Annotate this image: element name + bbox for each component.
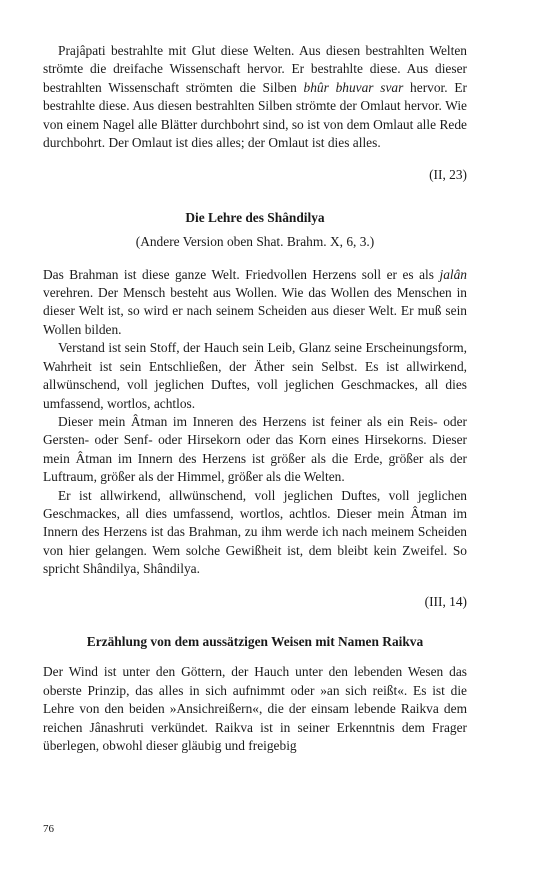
paragraph-wind: Der Wind ist unter den Göttern, der Hauch unter den lebenden Wesen das oberste Prinzip, das alles in sich aufnimmt oder »an sich reißt«. Es ist die Lehre von den beiden »Ansichreißern«, die der einsam lebende Raikva dem reichen Jânashruti verkündet. Raikva ist in seiner Erkenntnis dem Frager überlegen, obwohl dieser gläubig und freigebig: [43, 664, 467, 753]
page-number: 76: [43, 823, 54, 835]
section-body: [43, 266, 467, 579]
section-title: Erzählung von dem aussätzigen Weisen mit Namen Raikva: [86, 633, 424, 649]
section-subtitle: (Andere Version oben Shat. Brahm. X, 6, 3.): [135, 234, 375, 250]
italic-term: bhûr bhuvar svar: [303, 79, 404, 95]
paragraph-text: Prajâpati bestrahlte mit Glut diese Welten. Aus diesen bestrahlten Welten strömte die dreifache Wissenschaft hervor. Er bestrahlte diese. Aus dieser bestrahlten Wissenschaft strömten die Silben: [43, 43, 467, 95]
paragraph-allwirkend: Er ist allwirkend, allwünschend, voll jeglichen Duftes, voll jeglichen Geschmackes, all dies umfassend, wortlos, achtlos. Dieser mein Âtman im Innern des Herzens ist das Brahman, zu ihm werde ich nach meinem Scheiden von hier gelangen. Wem solche Gewißheit ist, dem bleibt kein Zweifel. So spricht Shândilya, Shândilya.: [43, 487, 467, 577]
paragraph-text: Das Brahman ist diese ganze Welt. Friedvollen Herzens soll er es als: [43, 266, 440, 282]
page-content: [43, 42, 467, 755]
paragraph-text: hervor. Er bestrahlte diese. Aus diesen bestrahlten Silben strömte der Omlaut hervor. Wie von einem Nagel alle Blätter durchbohrt sind, so ist von dem Omlaut alle Rede durchbohrt. Der Omlaut ist dies alles; der Omlaut ist dies alles.: [43, 79, 467, 151]
section-reference: (III, 14): [424, 593, 467, 609]
paragraph-atman: Dieser mein Âtman im Inneren des Herzens ist feiner als ein Reis- oder Gersten- oder Senf- oder Hirsekorn oder das Korn eines Hirsekorns. Dieser mein Âtman im Innern des Herzens ist größer als die Erde, größer als der Luftraum, größer als der Himmel, größer als die Welten.: [43, 413, 467, 485]
section-reference: (II, 23): [429, 167, 467, 183]
section-body: [43, 663, 467, 755]
section-title: Die Lehre des Shândilya: [185, 209, 325, 225]
paragraph-text: verehren. Der Mensch besteht aus Wollen. Wie das Wollen des Menschen in dieser Welt ist, so wird er nach seinem Scheiden aus dieser Welt. Er muß sein Wollen bilden.: [43, 285, 467, 337]
paragraph-brahman: [43, 266, 467, 340]
italic-term: jalân: [439, 266, 467, 282]
paragraph-verstand: Verstand ist sein Stoff, der Hauch sein Leib, Glanz seine Erscheinungsform, Wahrheit ist sein Entschließen, der Äther sein Selbst. Es ist allwirkend, allwünschend, voll jeglichen Duftes, voll jeglichen Geschmackes, all dies umfassend, wortlos, achtlos.: [43, 340, 467, 411]
paragraph-prajapati: [43, 42, 467, 152]
